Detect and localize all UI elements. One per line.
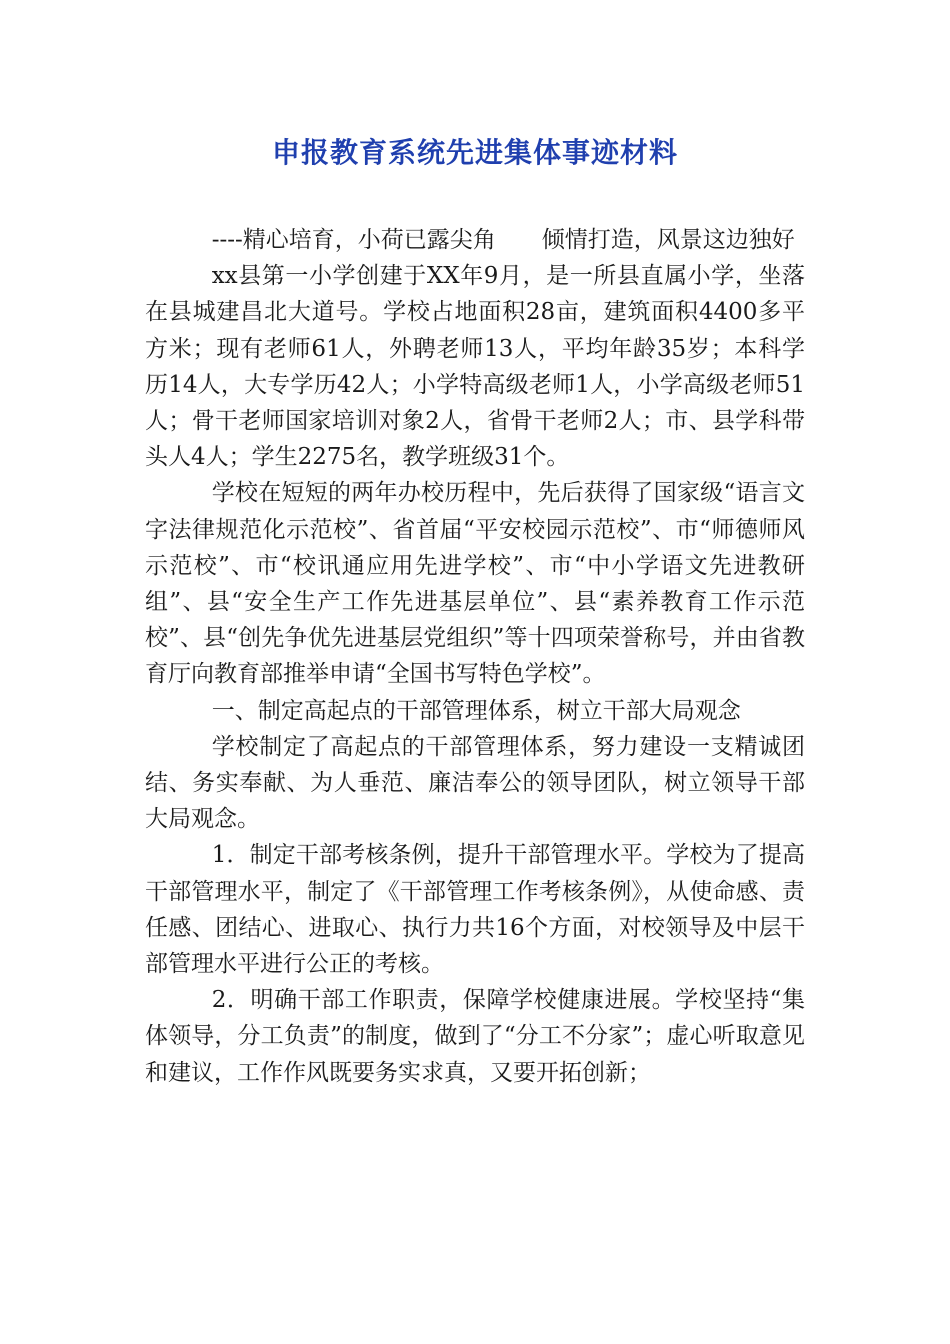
- honors-paragraph: 学校在短短的两年办校历程中，先后获得了国家级“语言文字法律规范化示范校”、省首届“平安校园示范校”、市“师德师风示范校”、市“校讯通应用先进学校”、市“中小学语文先进教研组”、县“安全生产工作先进基层单位”、县“素养教育工作示范校”、县“创先争优先进基层党组织”等十四项荣誉称号，并由省教育厅向教育部推举申请“全国书写特色学校”。: [145, 480, 805, 688]
- school-intro-paragraph: xx县第一小学创建于XX年9月，是一所县直属小学，坐落在县城建昌北大道号。学校占地面积28亩，建筑面积4400多平方米；现有老师61人，外聘老师13人，平均年龄35岁；本科学历14人，大专学历42人；小学特高级老师1人，小学高级老师51人；骨干老师国家培训对象2人，省骨干老师2人；市、县学科带头人4人；学生2275名，教学班级31个。: [145, 263, 805, 471]
- document-title: 申报教育系统先进集体事迹材料: [271, 136, 678, 169]
- section-heading-1: 一、制定高起点的干部管理体系，树立干部大局观念: [211, 697, 741, 724]
- section-1-intro-paragraph: 学校制定了高起点的干部管理体系，努力建设一支精诚团结、务实奉献、为人垂范、廉洁奉公的领导团队，树立领导干部大局观念。: [145, 733, 805, 833]
- subtitle-paragraph: ----精心培育，小荷已露尖角 倾情打造，风景这边独好: [211, 227, 795, 253]
- item-1-paragraph: 1．制定干部考核条例，提升干部管理水平。学校为了提高干部管理水平，制定了《干部管理工作考核条例》，从使命感、责任感、团结心、进取心、执行力共16个方面，对校领导及中层干部管理水平进行公正的考核。: [145, 842, 805, 978]
- document-body: [145, 222, 805, 1091]
- item-2-paragraph: 2．明确干部工作职责，保障学校健康进展。学校坚持“集体领导，分工负责”的制度，做到了“分工不分家”；虚心听取意见和建议，工作作风既要务实求真，又要开拓创新；: [145, 987, 805, 1086]
